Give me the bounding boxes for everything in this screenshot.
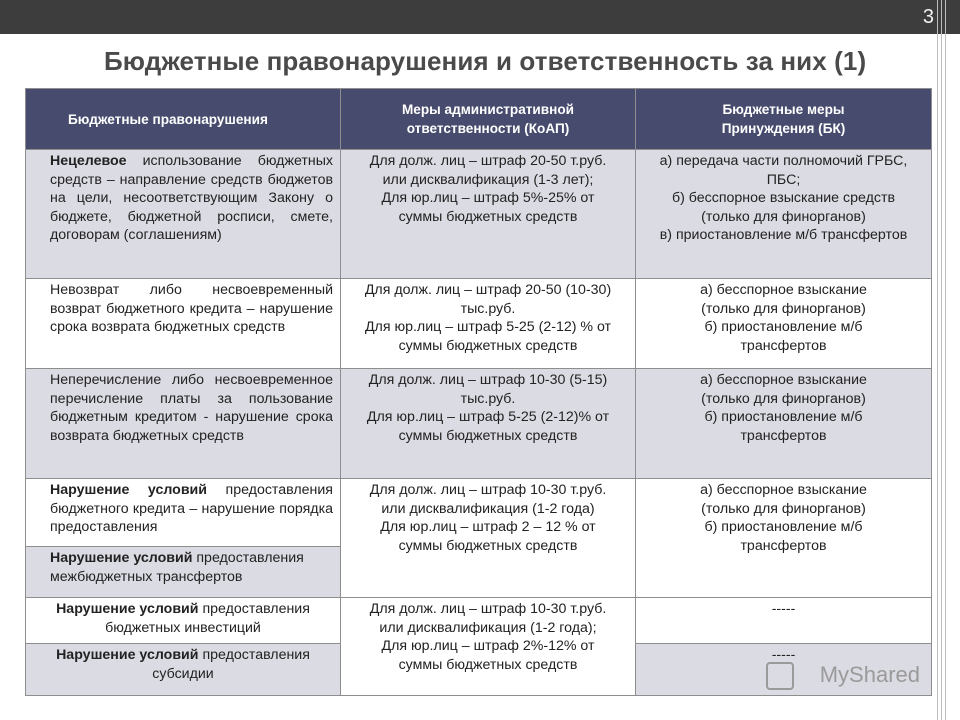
coercion-cell: а) бесспорное взыскание (только для финорганов) б) приостановление м/б трансфертов [636,369,932,479]
coercion-cell: ----- [636,644,932,696]
admin-cell: Для долж. лиц – штраф 20-50 (10-30) тыс.руб. Для юр.лиц – штраф 5-25 (2-12) % от суммы бюджетных средств [341,279,636,369]
admin-cell: Для долж. лиц – штраф 20-50 т.руб. или дисквалификация (1-3 лет); Для юр.лиц – штраф 5%-25% от суммы бюджетных средств [341,150,636,279]
top-bar [0,0,960,34]
watermark: MyShared [819,662,920,687]
offense-cell: Неперечисление либо несвоевременное перечисление платы за пользование бюджетным кредитом - нарушение срока возврата бюджетных средств [26,369,341,479]
coercion-cell: а) передача части полномочий ГРБС, ПБС; б) бесспорное взыскание средств (только для финорганов) в) приостановление м/б трансфертов [636,150,932,279]
decor-line [937,0,938,720]
table-header-row [26,89,932,150]
offense-cell: Нарушение условий предоставления бюджетных инвестиций [26,598,341,644]
decor-line [941,0,942,720]
offense-cell: Нарушение условий предоставления межбюджетных трансфертов [26,547,341,598]
offenses-table [25,88,932,696]
offense-cell: Невозврат либо несвоевременный возврат бюджетного кредита – нарушение срока возврата бюджетных средств [26,279,341,369]
offense-cell: Нарушение условий предоставления субсидии [26,644,341,696]
table-row [26,479,932,547]
decor-line [945,0,946,720]
coercion-cell: а) бесспорное взыскание (только для финорганов) б) приостановление м/б трансфертов [636,479,932,598]
watermark-icon [766,662,794,690]
offense-cell: Нарушение условий предоставления бюджетного кредита – нарушение порядка предоставления [26,479,341,547]
coercion-cell: ----- [636,598,932,644]
page-number: 3 [922,6,934,28]
coercion-cell: а) бесспорное взыскание (только для финорганов) б) приостановление м/б трансфертов [636,279,932,369]
slide-title: Бюджетные правонарушения и ответственность за них (1) [104,46,867,76]
offense-cell: Нецелевое использование бюджетных средств – направление средств бюджетов на цели, несоответствующим Закону о бюджете, бюджетной росписи, смете, договорам (соглашениям) [26,150,341,279]
admin-cell: Для долж. лиц – штраф 10-30 (5-15) тыс.руб. Для юр.лиц – штраф 5-25 (2-12)% от суммы бюджетных средств [341,369,636,479]
table-row [26,598,932,644]
table-row [26,150,932,279]
table-row [26,279,932,369]
admin-cell: Для долж. лиц – штраф 10-30 т.руб. или дисквалификация (1-2 года) Для юр.лиц – штраф 2 – 12 % от суммы бюджетных средств [341,479,636,598]
admin-cell: Для долж. лиц – штраф 10-30 т.руб. или дисквалификация (1-2 года); Для юр.лиц – штраф 2%-12% от суммы бюджетных средств [341,598,636,696]
table-row [26,369,932,479]
header-admin: Меры административной ответственности (КоАП) [341,89,636,150]
header-offenses: Бюджетные правонарушения [26,89,341,150]
header-coercion: Бюджетные меры Принуждения (БК) [636,89,932,150]
